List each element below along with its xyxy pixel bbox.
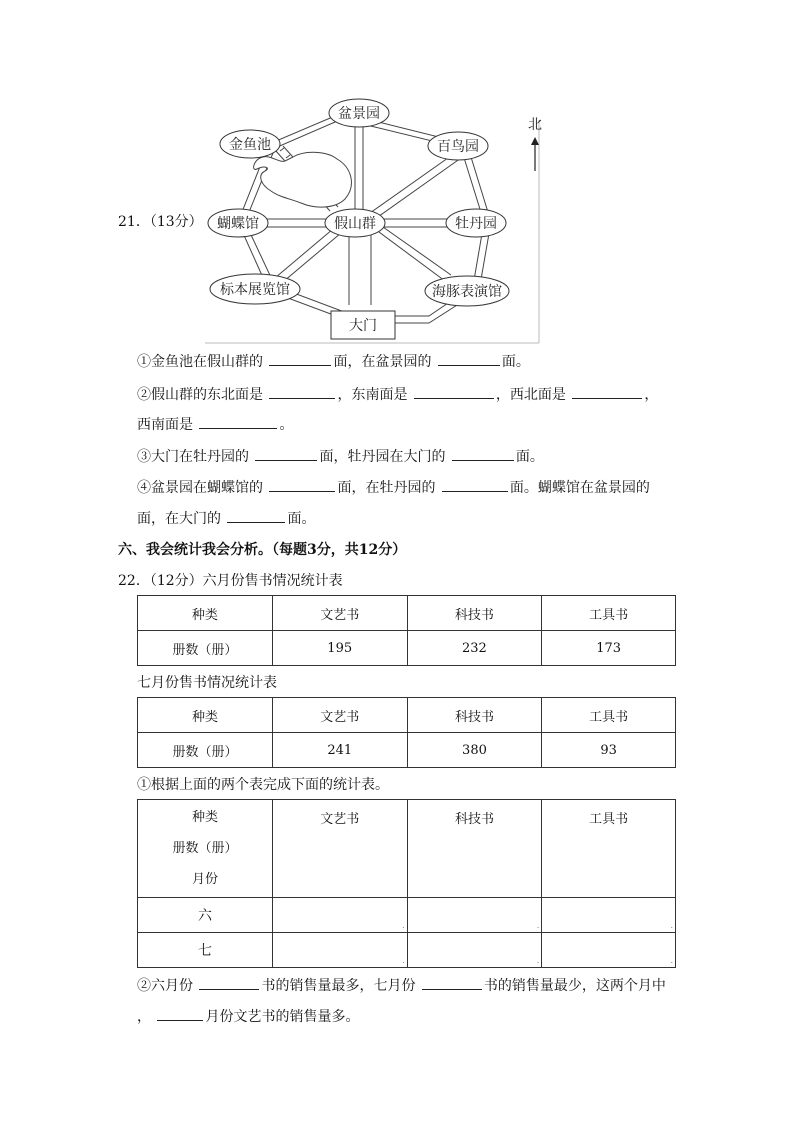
- question-22-intro: 22．（12分）六月份售书情况统计表: [118, 573, 343, 589]
- table-header-cell: 种类: [138, 698, 273, 733]
- park-map: [205, 95, 550, 345]
- q21-item-2-cont-text-a: 西南面是: [137, 417, 193, 433]
- q22-sub2-text-b: 书的销售量最多，七月份: [261, 978, 416, 994]
- table-header-cell: 工具书: [542, 800, 676, 898]
- q21-item-1-text-b: 面，在盆景园的: [333, 354, 432, 370]
- pond: [254, 152, 352, 207]
- table-header-cell: 科技书: [407, 698, 542, 733]
- label-hudie: 蝴蝶馆: [217, 216, 259, 232]
- q21-item-4-cont: [137, 508, 315, 529]
- label-damen: 大门: [349, 318, 377, 334]
- table-header-cell: 工具书: [542, 698, 676, 733]
- label-jiashan: 假山群: [334, 216, 376, 232]
- corner-count: 册数（册）: [172, 841, 238, 856]
- table-row-label: 册数（册）: [138, 631, 273, 666]
- question-21-number: 21．（13分）: [118, 214, 203, 230]
- answer-cell[interactable]: [272, 898, 407, 933]
- north-label: 北: [528, 117, 542, 133]
- table-header-cell: 科技书: [407, 596, 542, 631]
- q21-item-2-text-d: ，: [644, 387, 659, 403]
- table-corner-header: [138, 800, 273, 898]
- combined-sales-table: [137, 799, 676, 968]
- q21-item-4-text-b: 面，在牡丹园的: [337, 480, 436, 496]
- q21-item-4-cont-text-a: 面，在大门的: [137, 511, 221, 527]
- cell-mark: .: [670, 956, 673, 965]
- table-cell: 93: [542, 733, 676, 768]
- north-arrow-icon: [531, 137, 539, 171]
- table-header-cell: 文艺书: [272, 698, 407, 733]
- answer-blank[interactable]: [199, 975, 259, 990]
- q21-item-3-text-a: ③大门在牡丹园的: [137, 449, 249, 465]
- q21-item-2-cont: [137, 414, 293, 435]
- answer-cell[interactable]: [407, 898, 542, 933]
- q21-item-3-text-c: 面。: [515, 449, 544, 465]
- q22-sub2-text-c: 书的销售量最少，这两个月中: [483, 978, 666, 994]
- answer-cell[interactable]: [542, 933, 676, 968]
- answer-blank[interactable]: [414, 384, 494, 399]
- answer-blank[interactable]: [572, 384, 642, 399]
- answer-blank[interactable]: [438, 351, 500, 366]
- table-row-label: 六: [138, 898, 273, 933]
- answer-blank[interactable]: [157, 1006, 203, 1021]
- cell-mark: .: [402, 956, 405, 965]
- q21-item-2: [137, 384, 658, 405]
- section-6-heading: 六、我会统计我会分析。（每题3分，共12分）: [118, 542, 407, 558]
- label-biaoben: 标本展览馆: [220, 282, 290, 298]
- table-header-cell: 文艺书: [272, 596, 407, 631]
- corner-month: 月份: [191, 872, 218, 887]
- answer-blank[interactable]: [452, 446, 514, 461]
- q21-item-4-text-a: ④盆景园在蝴蝶馆的: [137, 480, 263, 496]
- q22-subquestion-1: ①根据上面的两个表完成下面的统计表。: [137, 777, 389, 793]
- cell-mark: .: [536, 921, 540, 930]
- q21-item-4-text-c: 面。蝴蝶馆在盆景园的: [509, 480, 650, 496]
- answer-blank[interactable]: [269, 477, 335, 492]
- cell-mark: .: [536, 956, 540, 965]
- label-haitun: 海豚表演馆: [432, 284, 502, 300]
- cell-mark: .: [402, 921, 405, 930]
- label-mudan: 牡丹园: [455, 216, 497, 232]
- q21-item-1-text-a: ①金鱼池在假山群的: [137, 354, 263, 370]
- q21-item-1-text-c: 面。: [501, 354, 530, 370]
- q21-item-3: [137, 446, 544, 467]
- table-cell: 195: [272, 631, 407, 666]
- table-cell: 380: [407, 733, 542, 768]
- table-header-cell: 种类: [138, 596, 273, 631]
- label-bainiao: 百鸟园: [437, 139, 479, 155]
- q22-sub2-text-e: 月份文艺书的销售量多。: [205, 1009, 360, 1025]
- table-row-label: 七: [138, 933, 273, 968]
- june-sales-table: [137, 595, 676, 666]
- answer-cell[interactable]: [542, 898, 676, 933]
- corner-kind: 种类: [191, 810, 218, 825]
- q21-item-4: [137, 477, 650, 498]
- q21-item-2-text-c: ，西北面是: [495, 387, 566, 403]
- july-sales-table: [137, 697, 676, 768]
- q22-subquestion-2: [137, 975, 666, 996]
- july-table-title: 七月份售书情况统计表: [137, 675, 277, 691]
- table-header-cell: 科技书: [407, 800, 542, 898]
- cell-mark: .: [670, 921, 673, 930]
- q22-sub2-text-a: ②六月份: [137, 978, 193, 994]
- table-cell: 232: [407, 631, 542, 666]
- answer-blank[interactable]: [422, 975, 482, 990]
- answer-cell[interactable]: [407, 933, 542, 968]
- label-penjing: 盆景园: [338, 106, 380, 122]
- table-cell: 241: [272, 733, 407, 768]
- q22-sub2-text-d: ，: [137, 1009, 151, 1025]
- answer-blank[interactable]: [199, 414, 277, 429]
- label-jinyu: 金鱼池: [229, 137, 271, 153]
- answer-cell[interactable]: [272, 933, 407, 968]
- answer-blank[interactable]: [269, 351, 331, 366]
- table-header-cell: 工具书: [542, 596, 676, 631]
- q21-item-1: [137, 351, 530, 372]
- q21-item-4-cont-text-b: 面。: [287, 511, 316, 527]
- q22-subquestion-2-cont: [137, 1006, 359, 1027]
- answer-blank[interactable]: [255, 446, 317, 461]
- answer-blank[interactable]: [442, 477, 508, 492]
- q21-item-2-cont-text-b: 。: [279, 417, 294, 433]
- q21-item-2-text-b: ，东南面是: [337, 387, 408, 403]
- q21-item-2-text-a: ②假山群的东北面是: [137, 387, 263, 403]
- table-cell: 173: [542, 631, 676, 666]
- answer-blank[interactable]: [269, 384, 335, 399]
- answer-blank[interactable]: [227, 508, 285, 523]
- q21-item-3-text-b: 面，牡丹园在大门的: [319, 449, 446, 465]
- table-header-cell: 文艺书: [272, 800, 407, 898]
- table-row-label: 册数（册）: [138, 733, 273, 768]
